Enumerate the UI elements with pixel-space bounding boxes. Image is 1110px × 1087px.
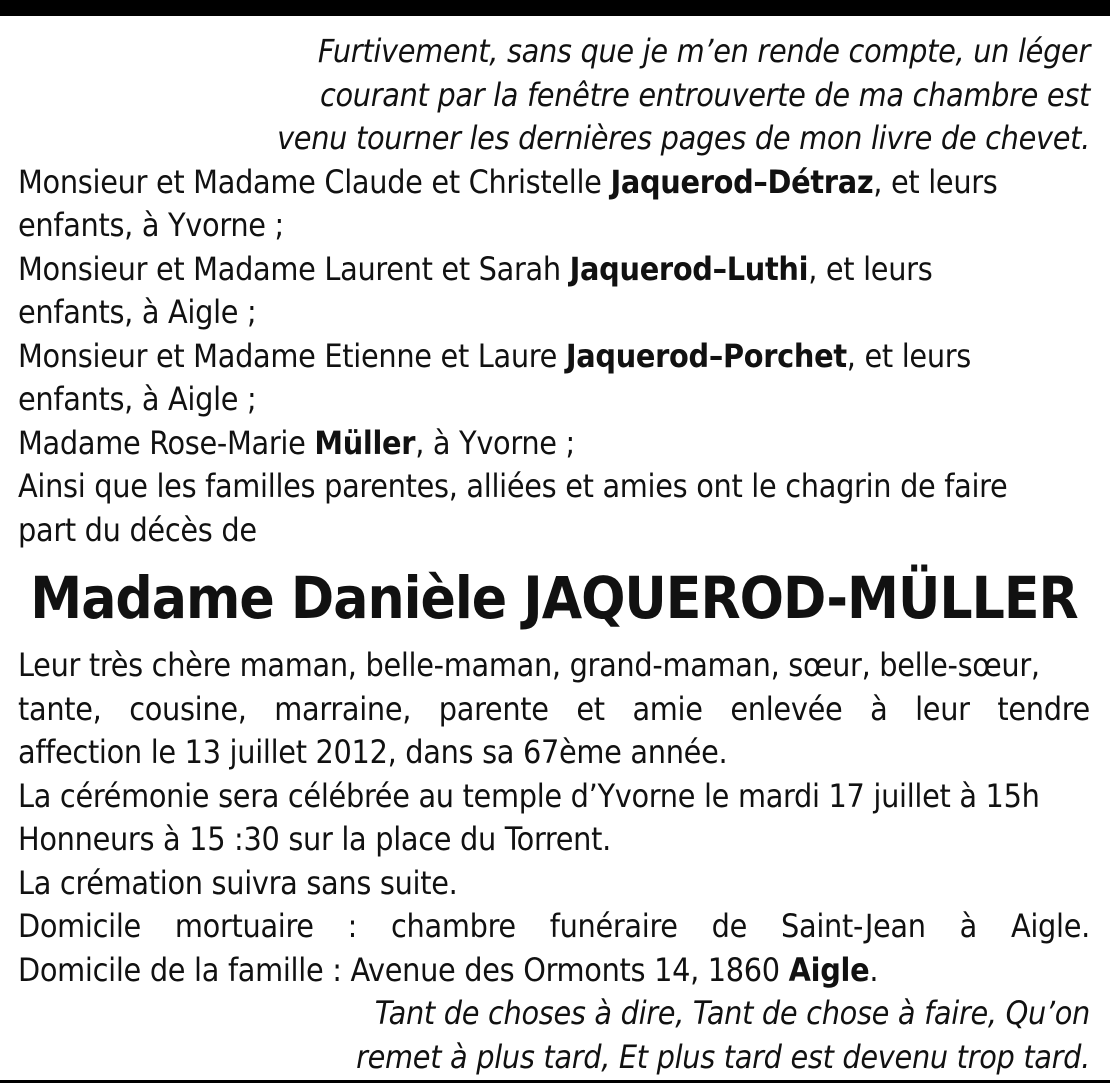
closing-poem	[18, 992, 1090, 1079]
word: à	[959, 907, 978, 945]
mourner-claude	[18, 161, 1090, 205]
mourner-text: Madame Rose-Marie	[18, 423, 315, 462]
mourner-etienne-location: enfants, à Aigle ;	[18, 380, 257, 418]
families-line: part du décès de	[18, 510, 257, 549]
word: enlevée	[730, 689, 843, 728]
mourner-text: , et leurs	[873, 162, 998, 201]
cremation-line: La crémation suivra sans suite.	[18, 863, 458, 902]
poem-line: Tant de choses à dire, Tant de chose à faire, Qu’on	[374, 994, 1090, 1032]
mourner-laurent	[18, 248, 1090, 292]
body-line: Leur très chère maman, belle-maman, grand-maman, sœur, belle-sœur,	[18, 646, 1040, 684]
word: Domicile	[18, 907, 141, 945]
word: marraine,	[274, 689, 412, 728]
poem-line: remet à plus tard, Et plus tard est devenu trop tard.	[356, 1037, 1090, 1076]
poem-line: venu tourner les dernières pages de mon livre de chevet.	[277, 119, 1090, 157]
mourner-laurent-location: enfants, à Aigle ;	[18, 293, 257, 331]
mourner-surname: Jaquerod–Porchet	[565, 336, 847, 375]
word: :	[347, 907, 358, 945]
word: à	[870, 689, 888, 728]
mourner-text: , et leurs	[808, 249, 933, 288]
family-home-text: .	[869, 950, 879, 989]
word: parente	[438, 689, 549, 728]
honours-line: Honneurs à 15 :30 sur la place du Torrent.	[18, 820, 611, 858]
top-border	[0, 0, 1110, 16]
mortuary-line	[18, 905, 1090, 949]
body-line-justified	[18, 688, 1090, 732]
word: mortuaire	[174, 907, 314, 945]
obituary-notice	[18, 30, 1090, 1079]
mourner-text: Monsieur et Madame Laurent et Sarah	[18, 249, 570, 288]
poem-line: Furtivement, sans que je m’en rende compte, un léger	[317, 32, 1090, 70]
bottom-border	[0, 1080, 1110, 1083]
family-home-city: Aigle	[788, 950, 870, 989]
family-home-text: Domicile de la famille : Avenue des Ormonts 14, 1860	[18, 950, 789, 989]
word: amie	[632, 689, 703, 728]
notice-body	[18, 644, 1090, 992]
mourner-surname: Müller	[314, 423, 416, 462]
deceased-name: Madame Danièle JAQUEROD-MÜLLER	[30, 564, 1078, 632]
mourner-text: Monsieur et Madame Etienne et Laure	[18, 336, 566, 375]
poem-line: courant par la fenêtre entrouverte de ma chambre est	[319, 75, 1090, 114]
family-home-line	[18, 949, 1090, 993]
mourner-surname: Jaquerod–Luthi	[569, 249, 809, 288]
opening-poem	[18, 30, 1090, 161]
mourner-text: , à Yvorne ;	[415, 423, 575, 462]
body-line: affection le 13 juillet 2012, dans sa 67ème année.	[18, 733, 728, 771]
mourner-surname: Jaquerod–Détraz	[610, 162, 874, 201]
word: et	[576, 689, 605, 728]
word: Aigle.	[1010, 907, 1090, 945]
word: cousine,	[129, 689, 247, 728]
mourner-claude-location: enfants, à Yvorne ;	[18, 206, 284, 244]
mourner-text: , et leurs	[846, 336, 972, 375]
mourner-text: Monsieur et Madame Claude et Christelle	[18, 162, 611, 201]
mourners-list	[18, 161, 1090, 553]
word: funéraire	[549, 907, 678, 945]
word: leur	[915, 689, 970, 728]
ceremony-line: La cérémonie sera célébrée au temple d’Yvorne le mardi 17 juillet à 15h	[18, 776, 1040, 815]
families-line: Ainsi que les familles parentes, alliées et amies ont le chagrin de faire	[18, 467, 1008, 505]
mourner-etienne	[18, 335, 1090, 379]
word: Saint-Jean	[781, 907, 926, 945]
word: de	[711, 907, 748, 945]
word: tendre	[997, 689, 1090, 728]
mourner-rosemarie	[18, 422, 1090, 466]
word: tante,	[18, 689, 102, 728]
word: chambre	[391, 907, 516, 945]
